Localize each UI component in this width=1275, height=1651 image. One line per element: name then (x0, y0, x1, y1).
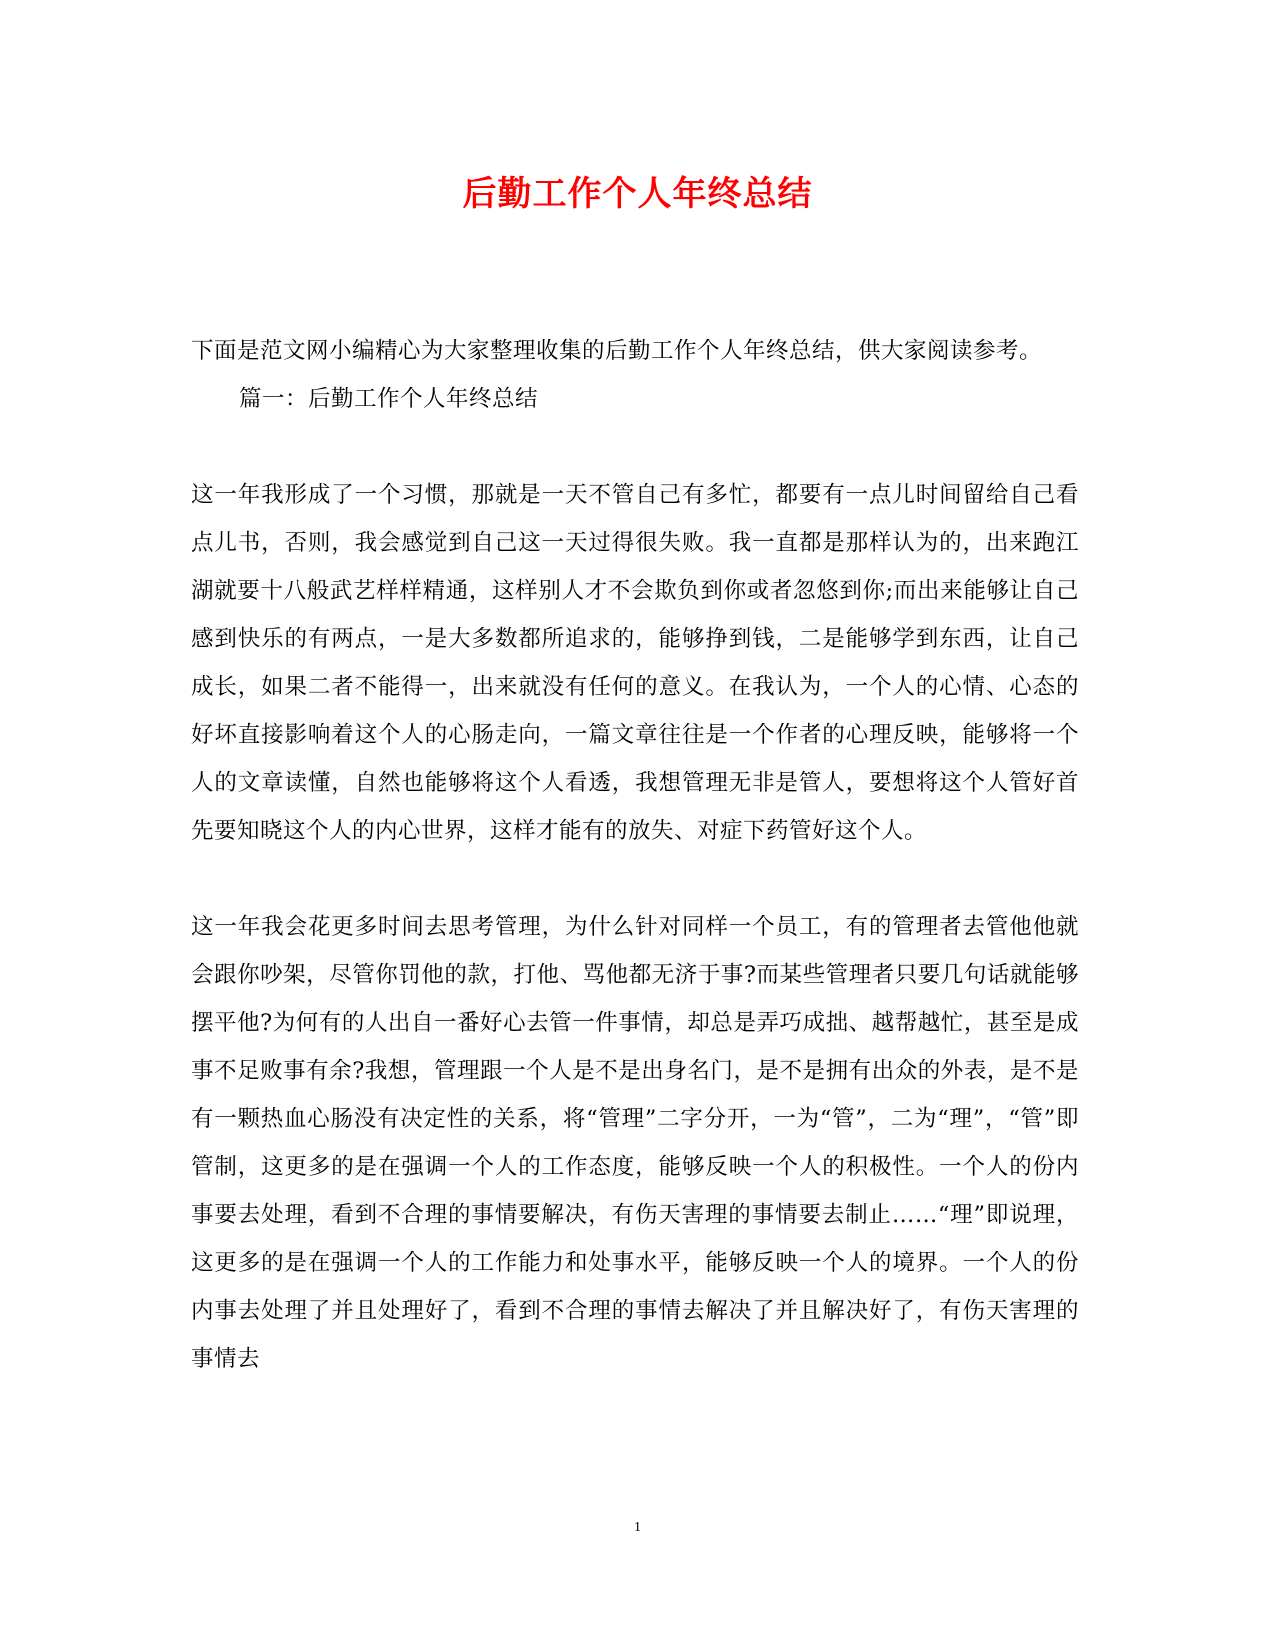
document-body (191, 327, 1079, 1383)
document-title: 后勤工作个人年终总结 (462, 174, 813, 214)
section-heading: 篇一：后勤工作个人年终总结 (239, 386, 539, 412)
body-paragraph-1: 这一年我形成了一个习惯，那就是一天不管自己有多忙，都要有一点儿时间留给自己看点儿书，否则，我会感觉到自己这一天过得很失败。我一直都是那样认为的，出来跑江湖就要十八般武艺样样精通，这样别人才不会欺负到你或者忽悠到你;而出来能够让自己感到快乐的有两点，一是大多数都所追求的，能够挣到钱，二是能够学到东西，让自己成长，如果二者不能得一，出来就没有任何的意义。在我认为，一个人的心情、心态的好坏直接影响着这个人的心肠走向，一篇文章往往是一个作者的心理反映，能够将一个人的文章读懂，自然也能够将这个人看透，我想管理无非是管人，要想将这个人管好首先要知晓这个人的内心世界，这样才能有的放失、对症下药管好这个人。 (191, 482, 1079, 844)
intro-paragraph: 下面是范文网小编精心为大家整理收集的后勤工作个人年终总结，供大家阅读参考。 (191, 338, 1043, 364)
body-paragraph-2: 这一年我会花更多时间去思考管理，为什么针对同样一个员工，有的管理者去管他他就会跟你吵架，尽管你罚他的款，打他、骂他都无济于事?而某些管理者只要几句话就能够摆平他?为何有的人出自一番好心去管一件事情，却总是弄巧成拙、越帮越忙，甚至是成事不足败事有余?我想，管理跟一个人是不是出身名门，是不是拥有出众的外表，是不是有一颗热血心肠没有决定性的关系，将“管理”二字分开，一为“管”，二为“理”，“管”即管制，这更多的是在强调一个人的工作态度，能够反映一个人的积极性。一个人的份内事要去处理，看到不合理的事情要解决，有伤天害理的事情要去制止……“理”即说理，这更多的是在强调一个人的工作能力和处事水平，能够反映一个人的境界。一个人的份内事去处理了并且处理好了，看到不合理的事情去解决了并且解决好了，有伤天害理的事情去 (191, 914, 1079, 1372)
page-number: 1 (634, 1520, 641, 1535)
